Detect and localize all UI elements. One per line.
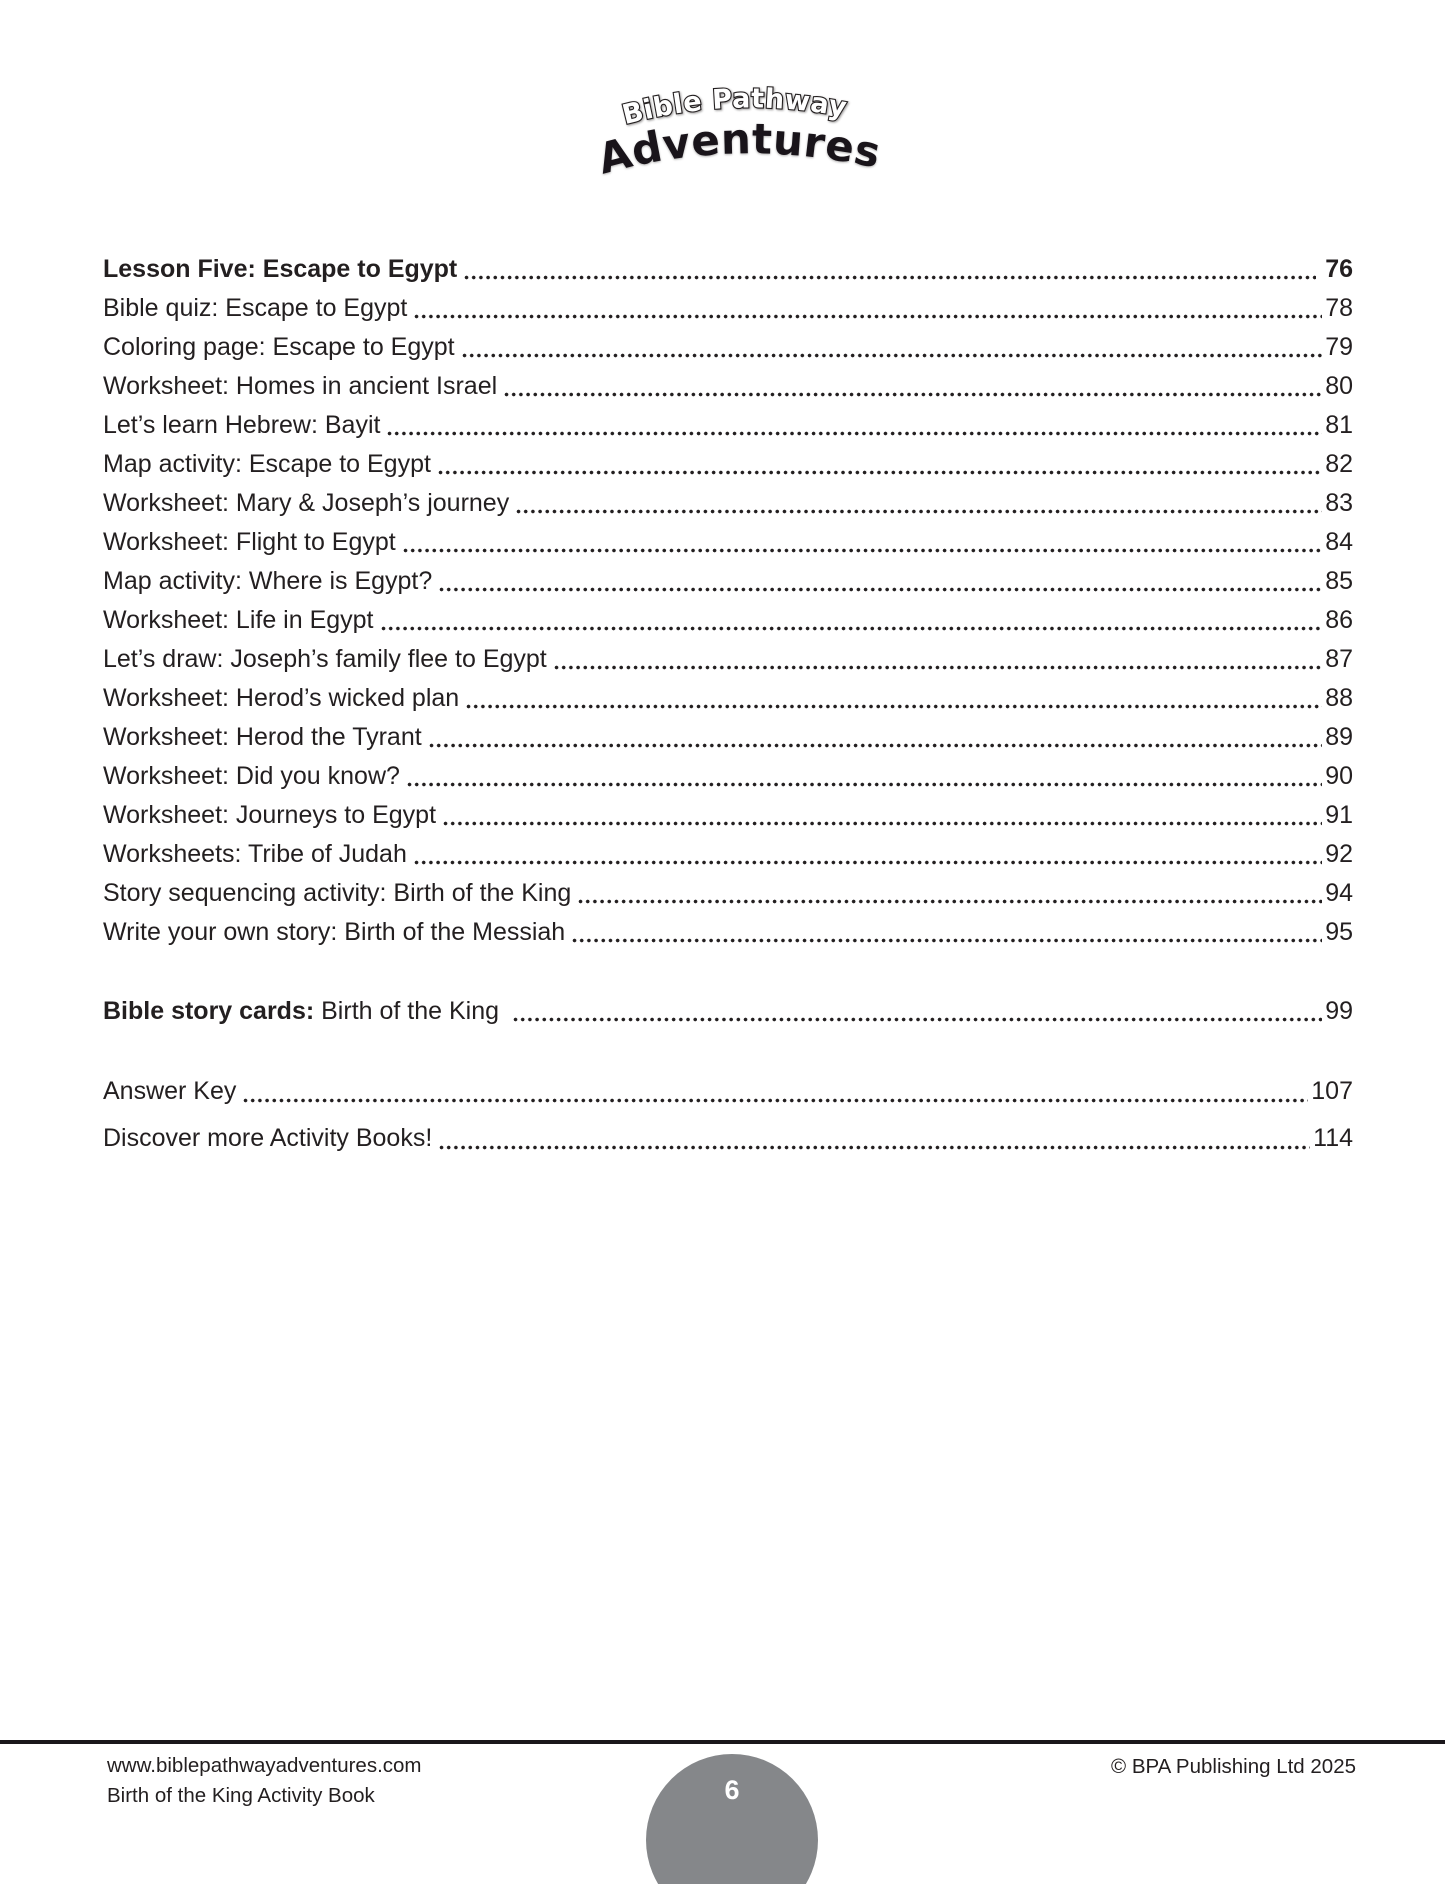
toc-entry-label: Write your own story: Birth of the Messiah bbox=[103, 918, 566, 946]
toc-entry-label: Worksheet: Homes in ancient Israel bbox=[103, 372, 498, 400]
toc-entry-label: Let’s draw: Joseph’s family flee to Egypt bbox=[103, 645, 547, 673]
logo-adventures-text: Adventures bbox=[593, 114, 886, 184]
toc-page-number: 76 bbox=[1325, 255, 1353, 283]
toc-page-number: 95 bbox=[1325, 918, 1353, 946]
dot-leader bbox=[429, 743, 1323, 748]
toc-entry-label: Answer Key bbox=[103, 1077, 237, 1105]
toc-page-number: 83 bbox=[1325, 489, 1353, 517]
dot-leader bbox=[504, 392, 1322, 397]
dot-leader bbox=[443, 821, 1322, 826]
toc-entry-label: Worksheet: Herod’s wicked plan bbox=[103, 684, 460, 712]
toc-row bbox=[103, 718, 1353, 757]
toc-entry-label: Bible quiz: Escape to Egypt bbox=[103, 294, 408, 322]
toc-page-number: 82 bbox=[1325, 450, 1353, 478]
toc-row bbox=[103, 601, 1353, 640]
dot-leader bbox=[439, 587, 1322, 592]
toc-row bbox=[103, 757, 1353, 796]
toc-row bbox=[103, 328, 1353, 367]
toc-row bbox=[103, 406, 1353, 445]
footer-copyright: © BPA Publishing Ltd 2025 bbox=[1111, 1755, 1356, 1778]
toc-row bbox=[103, 523, 1353, 562]
toc-row bbox=[103, 445, 1353, 484]
toc-row bbox=[103, 1115, 1353, 1162]
toc-entry-label: Worksheet: Mary & Joseph’s journey bbox=[103, 489, 510, 517]
toc-entry-label: Worksheet: Herod the Tyrant bbox=[103, 723, 422, 751]
toc-lesson-section bbox=[103, 250, 1353, 952]
toc-page-number: 87 bbox=[1325, 645, 1353, 673]
dot-leader bbox=[381, 626, 1323, 631]
toc-entry-label: Bible story cards: Birth of the King bbox=[103, 997, 506, 1025]
dot-leader bbox=[462, 353, 1323, 358]
toc-entry-label: Map activity: Where is Egypt? bbox=[103, 567, 433, 595]
footer-divider bbox=[0, 1740, 1445, 1744]
dot-leader bbox=[439, 1145, 1310, 1150]
toc-row bbox=[103, 484, 1353, 523]
toc-end-section bbox=[103, 1068, 1353, 1162]
toc-page-number: 88 bbox=[1325, 684, 1353, 712]
toc-row bbox=[103, 367, 1353, 406]
toc-entry-label: Worksheets: Tribe of Judah bbox=[103, 840, 407, 868]
footer-book-title: Birth of the King Activity Book bbox=[107, 1784, 375, 1807]
toc-row bbox=[103, 913, 1353, 952]
dot-leader bbox=[243, 1098, 1308, 1103]
toc-page-number: 89 bbox=[1325, 723, 1353, 751]
toc-row bbox=[103, 640, 1353, 679]
dot-leader bbox=[554, 665, 1322, 670]
logo-graphic bbox=[575, 68, 895, 188]
toc-page-number: 90 bbox=[1325, 762, 1353, 790]
toc-row bbox=[103, 562, 1353, 601]
dot-leader bbox=[403, 548, 1322, 553]
toc-entry-label: Worksheet: Did you know? bbox=[103, 762, 400, 790]
toc-row bbox=[103, 289, 1353, 328]
dot-leader bbox=[414, 860, 1322, 865]
dot-leader bbox=[407, 782, 1322, 787]
toc-entry-label: Map activity: Escape to Egypt bbox=[103, 450, 431, 478]
toc-row bbox=[103, 992, 1353, 1031]
dot-leader bbox=[438, 470, 1322, 475]
dot-leader bbox=[513, 1017, 1322, 1022]
toc-page-number: 91 bbox=[1325, 801, 1353, 829]
toc-row bbox=[103, 796, 1353, 835]
toc-entry-label: Worksheet: Flight to Egypt bbox=[103, 528, 396, 556]
toc-row bbox=[103, 874, 1353, 913]
toc-entry-label-prefix: Bible story cards: bbox=[103, 997, 315, 1025]
dot-leader bbox=[516, 509, 1322, 514]
dot-leader bbox=[572, 938, 1322, 943]
toc-entry-label: Worksheet: Journeys to Egypt bbox=[103, 801, 437, 829]
toc-page-number: 84 bbox=[1325, 528, 1353, 556]
toc-entry-label: Worksheet: Life in Egypt bbox=[103, 606, 374, 634]
table-of-contents bbox=[103, 250, 1353, 1162]
footer-left-block bbox=[107, 1751, 422, 1811]
dot-leader bbox=[414, 314, 1322, 319]
toc-page-number: 79 bbox=[1325, 333, 1353, 361]
dot-leader bbox=[464, 275, 1316, 280]
toc-page-number: 114 bbox=[1313, 1124, 1353, 1152]
dot-leader bbox=[387, 431, 1322, 436]
toc-entry-label: Let’s learn Hebrew: Bayit bbox=[103, 411, 381, 439]
logo bbox=[575, 68, 895, 188]
toc-entry-label: Lesson Five: Escape to Egypt bbox=[103, 255, 458, 283]
toc-page-number: 85 bbox=[1325, 567, 1353, 595]
toc-page-number: 78 bbox=[1325, 294, 1353, 322]
toc-page-number: 92 bbox=[1325, 840, 1353, 868]
toc-row bbox=[103, 250, 1353, 289]
toc-entry-label: Story sequencing activity: Birth of the King bbox=[103, 879, 572, 907]
toc-page-number: 99 bbox=[1325, 997, 1353, 1025]
toc-page-number: 81 bbox=[1325, 411, 1353, 439]
toc-entry-label: Discover more Activity Books! bbox=[103, 1124, 433, 1152]
toc-page-number: 80 bbox=[1325, 372, 1353, 400]
dot-leader bbox=[466, 704, 1322, 709]
toc-page-number: 94 bbox=[1325, 879, 1353, 907]
page-number-circle bbox=[646, 1754, 818, 1884]
toc-cards-section bbox=[103, 992, 1353, 1031]
toc-row bbox=[103, 679, 1353, 718]
toc-row bbox=[103, 835, 1353, 874]
logo-bible-pathway-text: Bible Pathway bbox=[619, 83, 850, 131]
toc-entry-label: Coloring page: Escape to Egypt bbox=[103, 333, 455, 361]
toc-page-number: 86 bbox=[1325, 606, 1353, 634]
page-number: 6 bbox=[724, 1775, 740, 1805]
toc-page-number: 107 bbox=[1311, 1077, 1353, 1105]
toc-row bbox=[103, 1068, 1353, 1115]
dot-leader bbox=[578, 899, 1322, 904]
footer-website: www.biblepathwayadventures.com bbox=[107, 1754, 422, 1777]
